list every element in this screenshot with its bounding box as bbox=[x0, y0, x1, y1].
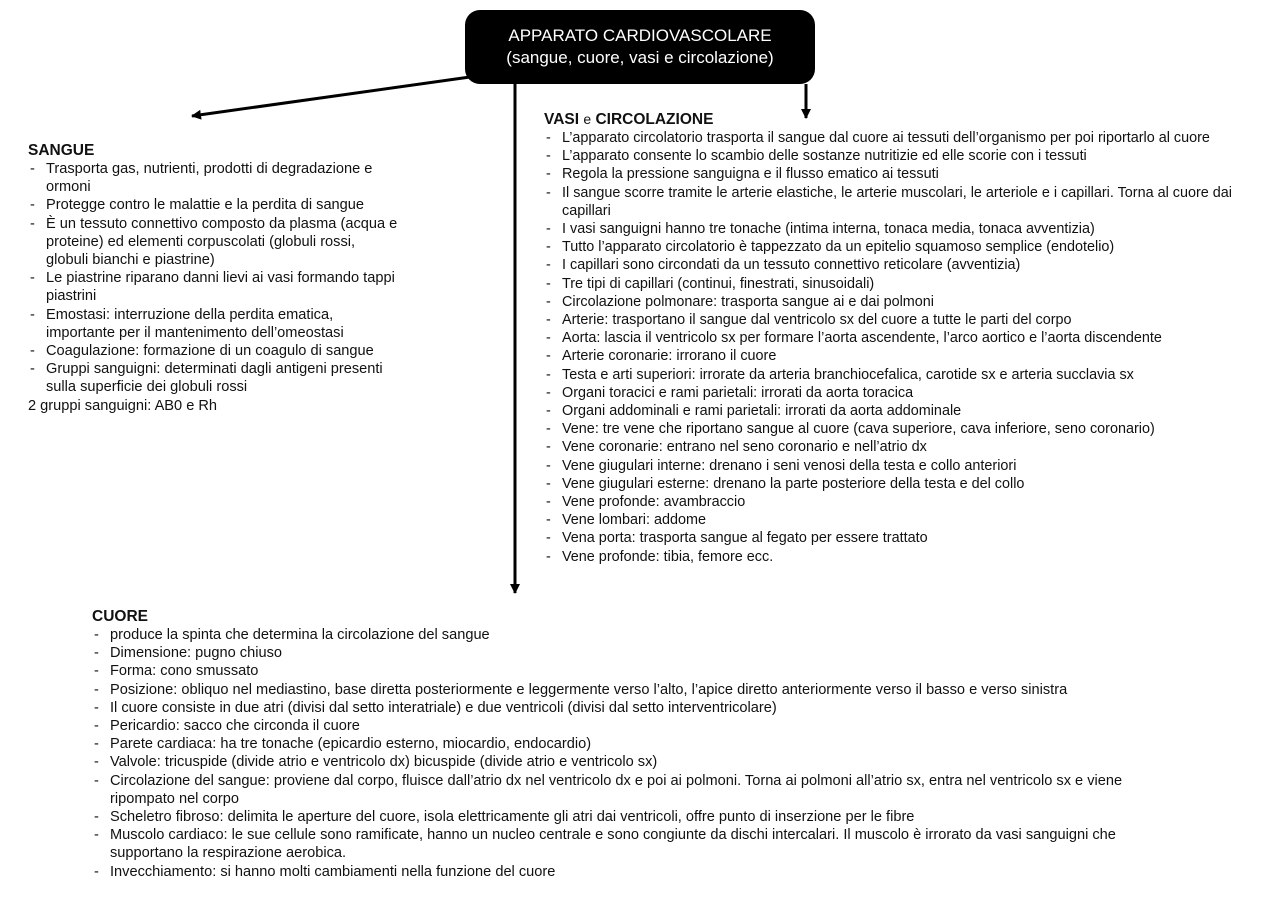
list-item: - Invecchiamento: si hanno molti cambiamenti nella funzione del cuore bbox=[92, 863, 1172, 881]
list-item: - Vene coronarie: entrano nel seno coronario e nell’atrio dx bbox=[544, 438, 1274, 456]
cuore-list bbox=[92, 626, 1172, 881]
list-item: - Protegge contro le malattie e la perdita di sangue bbox=[28, 196, 400, 214]
list-item: - Emostasi: interruzione della perdita ematica, importante per il mantenimento dell’omeostasi bbox=[28, 306, 400, 342]
list-item: - Muscolo cardiaco: le sue cellule sono ramificate, hanno un nucleo centrale e sono congiunte da dischi intercalari. Il muscolo è irrorato da vasi sanguigni che supportano la respirazione aerobica. bbox=[92, 826, 1172, 862]
list-item: - Vene profonde: tibia, femore ecc. bbox=[544, 548, 1274, 566]
list-item: - Il cuore consiste in due atri (divisi dal setto interatriale) e due ventricoli (divisi dal setto interventricolare) bbox=[92, 699, 1172, 717]
list-item: - Tre tipi di capillari (continui, finestrati, sinusoidali) bbox=[544, 275, 1274, 293]
list-item: - È un tessuto connettivo composto da plasma (acqua e proteine) ed elementi corpuscolati (globuli rossi, globuli bianchi e piastrine) bbox=[28, 215, 400, 270]
list-item: - Parete cardiaca: ha tre tonache (epicardio esterno, miocardio, endocardio) bbox=[92, 735, 1172, 753]
list-item: - Aorta: lascia il ventricolo sx per formare l’aorta ascendente, l’arco aortico e l’aorta discendente bbox=[544, 329, 1274, 347]
sangue-title: SANGUE bbox=[28, 142, 95, 159]
cuore-section bbox=[92, 607, 1172, 881]
list-item: - Pericardio: sacco che circonda il cuore bbox=[92, 717, 1172, 735]
list-item: - Circolazione polmonare: trasporta sangue ai e dai polmoni bbox=[544, 293, 1274, 311]
root-node bbox=[465, 10, 815, 84]
list-item: - Dimensione: pugno chiuso bbox=[92, 644, 1172, 662]
list-item: - Valvole: tricuspide (divide atrio e ventricolo dx) bicuspide (divide atrio e ventricolo sx) bbox=[92, 753, 1172, 771]
root-subtitle: (sangue, cuore, vasi e circolazione) bbox=[506, 48, 774, 67]
vasi-title-part1: VASI bbox=[544, 111, 580, 128]
list-item: - Arterie coronarie: irrorano il cuore bbox=[544, 347, 1274, 365]
vasi-list bbox=[544, 129, 1274, 566]
list-item: - I capillari sono circondati da un tessuto connettivo reticolare (avventizia) bbox=[544, 256, 1274, 274]
list-item: - Organi addominali e rami parietali: irrorati da aorta addominale bbox=[544, 402, 1274, 420]
list-item: - Gruppi sanguigni: determinati dagli antigeni presenti sulla superficie dei globuli rossi bbox=[28, 360, 400, 396]
arrow-to-sangue bbox=[192, 77, 470, 116]
vasi-title bbox=[544, 110, 1274, 129]
list-item: - Vene profonde: avambraccio bbox=[544, 493, 1274, 511]
sangue-list bbox=[28, 160, 400, 397]
list-item: - Circolazione del sangue: proviene dal corpo, fluisce dall’atrio dx nel ventricolo dx e poi ai polmoni. Torna ai polmoni all’atrio sx, entra nel ventricolo sx e viene ripompato nel corpo bbox=[92, 772, 1172, 808]
list-item: - Le piastrine riparano danni lievi ai vasi formando tappi piastrini bbox=[28, 269, 400, 305]
sangue-section bbox=[28, 141, 400, 415]
list-item: - Trasporta gas, nutrienti, prodotti di degradazione e ormoni bbox=[28, 160, 400, 196]
list-item: - Posizione: obliquo nel mediastino, base diretta posteriormente e leggermente verso l’alto, l’apice diretto anteriormente verso il basso e verso sinistra bbox=[92, 681, 1172, 699]
list-item: - Arterie: trasportano il sangue dal ventricolo sx del cuore a tutte le parti del corpo bbox=[544, 311, 1274, 329]
list-item: - produce la spinta che determina la circolazione del sangue bbox=[92, 626, 1172, 644]
list-item: - Vene lombari: addome bbox=[544, 511, 1274, 529]
list-item: - Vene: tre vene che riportano sangue al cuore (cava superiore, cava inferiore, seno coronario) bbox=[544, 420, 1274, 438]
list-item: - I vasi sanguigni hanno tre tonache (intima interna, tonaca media, tonaca avventizia) bbox=[544, 220, 1274, 238]
list-item: - Tutto l’apparato circolatorio è tappezzato da un epitelio squamoso semplice (endotelio) bbox=[544, 238, 1274, 256]
list-item: - Coagulazione: formazione di un coagulo di sangue bbox=[28, 342, 400, 360]
list-item: - Vene giugulari esterne: drenano la parte posteriore della testa e del collo bbox=[544, 475, 1274, 493]
list-item: - Organi toracici e rami parietali: irrorati da aorta toracica bbox=[544, 384, 1274, 402]
list-item: - L’apparato circolatorio trasporta il sangue dal cuore ai tessuti dell’organismo per poi riportarlo al cuore bbox=[544, 129, 1274, 147]
list-item: - Vene giugulari interne: drenano i seni venosi della testa e collo anteriori bbox=[544, 457, 1274, 475]
list-item: - Forma: cono smussato bbox=[92, 662, 1172, 680]
list-item: - Il sangue scorre tramite le arterie elastiche, le arterie muscolari, le arteriole e i capillari. Torna al cuore dai capillari bbox=[544, 184, 1274, 220]
list-item: - L’apparato consente lo scambio delle sostanze nutritizie ed elle scorie con i tessuti bbox=[544, 147, 1274, 165]
list-item: - Vena porta: trasporta sangue al fegato per essere trattato bbox=[544, 529, 1274, 547]
cuore-title: CUORE bbox=[92, 608, 148, 625]
list-item: - Testa e arti superiori: irrorate da arteria branchiocefalica, carotide sx e arteria succlavia sx bbox=[544, 366, 1274, 384]
list-item: - Regola la pressione sanguigna e il flusso ematico ai tessuti bbox=[544, 165, 1274, 183]
vasi-section bbox=[544, 110, 1274, 566]
list-item: - Scheletro fibroso: delimita le aperture del cuore, isola elettricamente gli atri dai ventricoli, offre punto di inserzione per le fibre bbox=[92, 808, 1172, 826]
vasi-title-part3: CIRCOLAZIONE bbox=[595, 111, 714, 128]
vasi-title-part2: e bbox=[583, 111, 592, 127]
sangue-footer: 2 gruppi sanguigni: AB0 e Rh bbox=[28, 397, 218, 414]
root-title: APPARATO CARDIOVASCOLARE bbox=[508, 26, 772, 45]
